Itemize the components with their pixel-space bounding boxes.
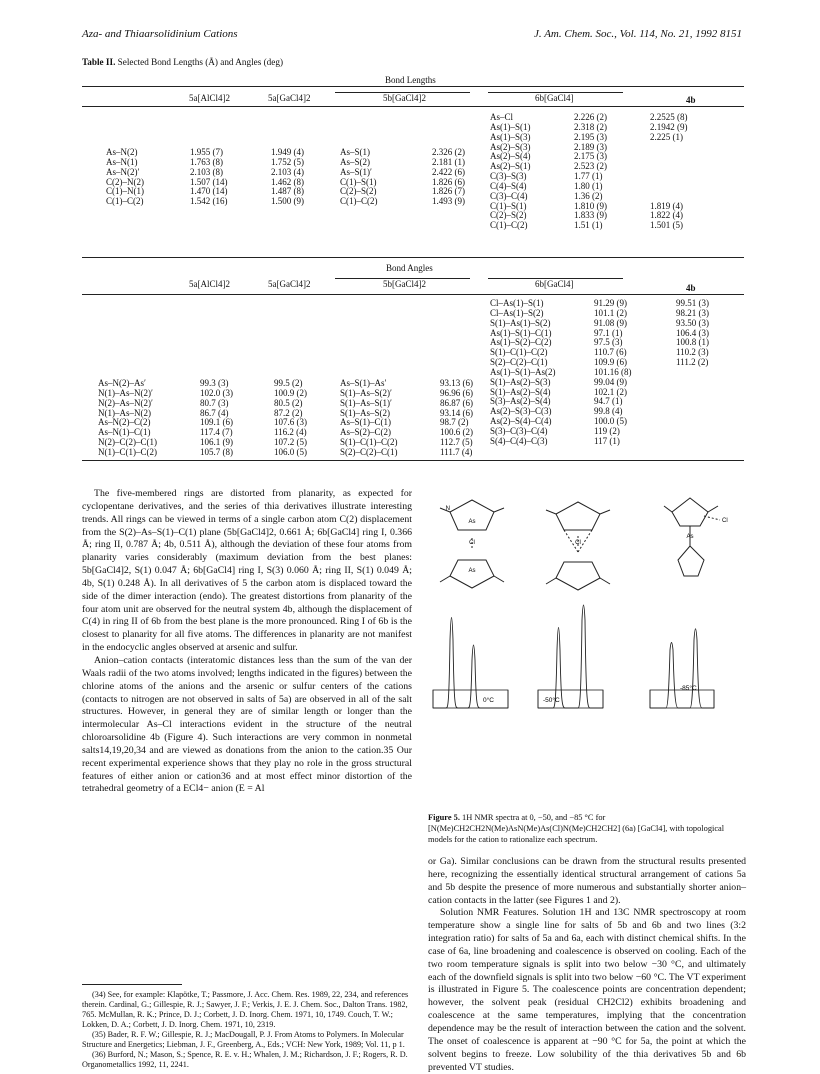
running-header-journal: J. Am. Chem. Soc., Vol. 114, No. 21, 1992 8151	[534, 28, 742, 40]
spectrum-traces	[433, 605, 714, 708]
atom-label-cl: Cl	[469, 540, 475, 546]
col-head-4b: 4b	[686, 95, 696, 105]
body-text-right	[428, 856, 746, 1074]
footnote-36: (36) Burford, N.; Mason, S.; Spence, R. E. v. H.; Whalen, J. M.; Richardson, J. F.; Rogers, R. D. Organometallics 1992, 11, 2241.	[82, 1050, 408, 1070]
angles-head-rule	[82, 294, 744, 295]
angles-top-rule	[82, 257, 744, 258]
spectrum-frame-minus85c	[650, 690, 714, 708]
angles-5b-labels: As–S(1)–As′ S(1)–As–S(2)′ S(1)–As–S(1)′ S(1)–As–S(2) As–S(1)–C(1) As–S(2)–C(2) S(1)–C(1)–C(2) S(2)–C(2)–C(1)	[340, 378, 398, 457]
angles-col-head-5a-gacl4: 5a[GaCl4]2	[268, 279, 311, 289]
atom-label-as: As	[468, 519, 476, 525]
angles-5a-labels: As–N(2)–As′ N(1)–As–N(2)′ N(2)–As–N(2)′ N(1)–As–N(2) As–N(2)–C(2) As–N(1)–C(1) N(2)–C(2)–C(1) N(1)–C(1)–C(2)	[98, 378, 157, 457]
footnote-rule	[82, 984, 182, 985]
lengths-6b-labels: As–Cl As(1)–S(1) As(1)–S(3) As(2)–S(3) As(2)–S(4) As(2)–S(1) C(3)–S(3) C(4)–S(4) C(3)–C(4) C(1)–S(1) C(2)–S(2) C(1)–C(2)	[490, 112, 531, 231]
bond-angles-title: Bond Angles	[386, 263, 433, 273]
body-text-left	[82, 488, 412, 796]
angles-col-head-5b-gacl4: 5b[GaCl4]2	[383, 279, 426, 289]
lengths-5b-values: 2.326 (2) 2.181 (1) 2.422 (6) 1.826 (6) 1.826 (7) 1.493 (9)	[432, 147, 465, 207]
model-minus50c	[546, 502, 610, 590]
temp-label-minus50c: -50°C	[543, 697, 560, 704]
figure-5-caption-text: 1H NMR spectra at 0, −50, and −85 °C for [N(Me)CH2CH2N(Me)AsN(Me)As(Cl)N(Me)CH2CH2] (6a) [GaCl4], with topological models for the cation to rationalize each spectrum.	[428, 813, 725, 844]
angles-6b-values: 91.29 (9) 101.1 (2) 91.08 (9) 97.1 (1) 97.5 (3) 110.7 (6) 109.9 (6) 101.16 (8) 99.04 (9) 102.1 (2) 94.7 (1) 99.8 (4) 100.0 (5) 119 (2) 117 (1)	[594, 298, 632, 446]
footnotes	[82, 990, 412, 1070]
footnote-35: (35) Bader, R. F. W.; Gillespie, R. J.; MacDougall, P. J. From Atoms to Polymers. In Molecular Structure and Energetics; Liebman, J. F., Greenberg, A., Eds.; VCH: New York, 1989; Vol. 11, p 1.	[82, 1030, 405, 1050]
lengths-6b-values: 2.226 (2) 2.318 (2) 2.195 (3) 2.189 (3) 2.175 (3) 2.523 (2) 1.77 (1) 1.80 (1) 1.36 (2) 1.810 (9) 1.833 (9) 1.51 (1)	[574, 112, 607, 231]
atom-label-cl: Cl	[575, 540, 581, 546]
paragraph: Anion–cation contacts (interatomic distances less than the sum of the van der Waals radii of the two atoms involved; lengths indicated in the figures) between the chlorine atoms of the anions and the arsenic or sulfur centers of the cations (contacts to nitrogen are not observed in salts of 5a) are observed in all of the salt structures. However, in general they are of similar length or longer than the intermolecular As–Cl interactions evident in the structure of the neutral chloroarsolidine 4b (Figure 4). Such interactions are very common in nonmetal salts14,19,20,34 and are viewed as donations from the anion to the cation.35 Our recent experimental experience shows that they play no role in the gross structural features of either anion or cation36 and at most effect minor distortion of the tetrahedral geometry of a ECl4− anion (E = Al	[82, 654, 412, 795]
paragraph: The five-membered rings are distorted from planarity, as expected for cyclopentane derivatives, and the series of thia derivatives illustrate interesting trends. All rings can be viewed in terms of a single carbon atom C(2) displacement from the S(2)–As–S(1)–C(1) plane (5b[GaCl4]2, 0.661 Å; 6b[GaCl4] ring I, 0.366 Å; ring II, 0.787 Å; 4b, 0.511 Å), although the deviation of these four atoms from planarity varies considerably (maximum deviation from the best planes: 5b[GaCl4]2, S(1) 0.047 Å; 6b[GaCl4] ring I, S(3) 0.060 Å; ring II, S(1) 0.049 Å; 4b, S(1) 0.248 Å). In all derivatives of 5 the carbon atom is displaced toward the side of the dimer interaction (endo). The greatest distortions from planarity of the four atom unit are observed for the neutral system 4b, although the displacement of C(4) in ring II of 6b from the best plane is the more pronounced. Ring I of 6b is the closest to planarity for all five atoms. The differences in planarity are not manifest in the endocyclic angles observed at arsenic and sulfur.	[82, 488, 412, 654]
footnote-34: (34) See, for example: Klapötke, T.; Passmore, J. Acc. Chem. Res. 1989, 22, 234, and references therein. Cardinal, G.; Gillespie, R. J.; Sawyer, J. F.; Verkis, J. E. J. Chem. Soc., Dalton Trans. 1982, 765. McMullan, R. K.; Prince, D. J.; Corbett, J. D. Inorg. Chem. 1971, 10, 1749. Couch, T. W.; Lokken, D. A.; Corbett, J. D. Inorg. Chem. 1971, 10, 2319.	[82, 990, 409, 1030]
atom-label-as: As	[686, 534, 694, 540]
angles-col-head-6b-gacl4: 6b[GaCl4]	[535, 279, 574, 289]
bond-lengths-title: Bond Lengths	[385, 75, 436, 85]
angles-5a-alcl4-values: 99.3 (3) 102.0 (3) 80.7 (3) 86.7 (4) 109.1 (6) 117.4 (7) 106.1 (9) 105.7 (8)	[200, 378, 233, 457]
figure-5-caption-label: Figure 5.	[428, 813, 460, 822]
paragraph: or Ga). Similar conclusions can be drawn from the structural results presented here, recognizing the essentially identical structural arrangement of cations 5a and 5b despite the presence of more numerous and substantially shorter anion–cation contacts in the latter (see Figures 1 and 2).	[428, 856, 746, 906]
table-caption-label: Table II.	[82, 57, 116, 67]
col-head-5a-alcl4: 5a[AlCl4]2	[189, 93, 230, 103]
lengths-5b-labels: As–S(1) As–S(2) As–S(1)′ C(1)–S(1) C(2)–S(2) C(1)–C(2)	[340, 147, 378, 207]
atom-label-as: As	[468, 568, 476, 574]
table-top-rule	[82, 86, 744, 87]
angles-col-head-4b: 4b	[686, 283, 696, 293]
lengths-4b-values: 2.2525 (8) 2.1942 (9) 2.225 (1) 1.819 (4) 1.822 (4) 1.501 (5)	[650, 112, 688, 231]
table-head-rule	[82, 106, 744, 107]
temp-label-0c: 0°C	[483, 697, 494, 704]
angles-col-head-5a-alcl4: 5a[AlCl4]2	[189, 279, 230, 289]
figure-5-caption	[428, 812, 746, 845]
lengths-5a-alcl4-values: 1.955 (7) 1.763 (8) 2.103 (8) 1.507 (14) 1.470 (14) 1.542 (16)	[190, 147, 228, 207]
atom-label-n: N	[445, 506, 450, 512]
lengths-5a-labels: As–N(2) As–N(1) As–N(2)′ C(2)–N(2) C(1)–N(1) C(1)–C(2)	[106, 147, 144, 207]
figure-5-drawing	[428, 490, 746, 800]
col-head-5b-gacl4: 5b[GaCl4]2	[383, 93, 426, 103]
lengths-5a-gacl4-values: 1.949 (4) 1.752 (5) 2.103 (4) 1.462 (8) 1.487 (8) 1.500 (9)	[271, 147, 304, 207]
paragraph: Solution NMR Features. Solution 1H and 13C NMR spectroscopy at room temperature show a single line for salts of 5b and 6b and two lines (3:2 integration ratio) for salts of 5a and 6a, each with distinct chemical shifts. In the case of 6a, line broadening and coalescence is observed on cooling. Each of the two room temperature signals is split into two below −30 °C, and ultimately each of the downfield signals is split into two below −60 °C. The VT experiment is illustrated in Figure 5. The coalescence points are concentration dependent; however, the solvent peak (residual CH2Cl2) exhibits broadening and coalescence at the same temperatures, implying that the concentration dependence may be the result of interaction between the cation and the solvent. The onset of coalescence is apparent at −90 °C for 5a, the point at which the solvent begins to freeze. Low solubility of the thia derivatives 5b and 6b prevented VT studies.	[428, 907, 746, 1073]
angles-4b-values: 99.51 (3) 98.21 (3) 93.50 (3) 106.4 (3) 100.8 (1) 110.2 (3) 111.2 (2)	[676, 298, 709, 368]
angles-5a-gacl4-values: 99.5 (2) 100.9 (2) 80.5 (2) 87.2 (2) 107.6 (3) 116.2 (4) 107.2 (5) 106.0 (5)	[274, 378, 307, 457]
running-header-title: Aza- and Thiaarsolidinium Cations	[82, 28, 238, 40]
figure-5	[428, 490, 746, 800]
col-head-6b-gacl4: 6b[GaCl4]	[535, 93, 574, 103]
angles-6b-labels: Cl–As(1)–S(1) Cl–As(1)–S(2) S(1)–As(1)–S(2) As(1)–S(1)–C(1) As(1)–S(2)–C(2) S(1)–C(1)–C(2) S(2)–C(2)–C(1) As(1)–S(1)–As(2) S(1)–As(2)–S(3) S(1)–As(2)–S(4) S(3)–As(2)–S(4) As(2)–S(3)–C(3) As(2)–S(4)–C(4) S(3)–C(3)–C(4) S(4)–C(4)–C(3)	[490, 298, 556, 446]
angles-5b-values: 93.13 (6) 96.96 (6) 86.87 (6) 93.14 (6) 98.7 (2) 100.6 (2) 112.7 (5) 111.7 (4)	[440, 378, 473, 457]
atom-label-cl: Cl	[722, 518, 728, 524]
table-caption	[82, 57, 283, 67]
table-caption-text: Selected Bond Lengths (Å) and Angles (deg)	[117, 57, 284, 67]
table-bottom-rule	[82, 460, 744, 461]
col-head-5a-gacl4: 5a[GaCl4]2	[268, 93, 311, 103]
temp-label-minus85c: -85°C	[680, 685, 697, 692]
